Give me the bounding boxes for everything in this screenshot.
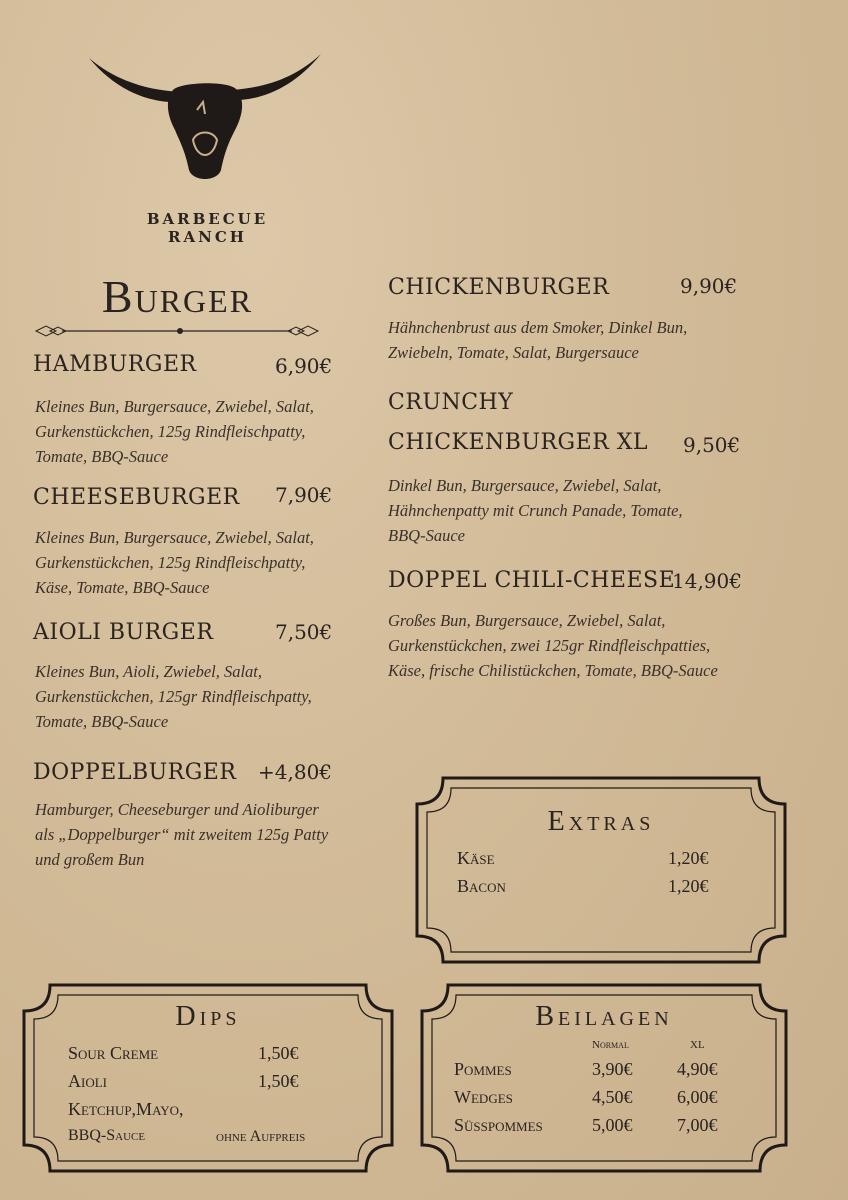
- chickenburger-desc: [388, 315, 828, 365]
- desc-line: Dinkel Bun, Burgersauce, Zwiebel, Salat,: [388, 476, 662, 495]
- doppelburger-price: +4,80€: [258, 760, 333, 784]
- desc-line: Kleines Bun, Aioli, Zwiebel, Salat,: [35, 662, 263, 681]
- desc-line: Kleines Bun, Burgersauce, Zwiebel, Salat,: [35, 397, 314, 416]
- aioli-burger-name: AIOLI BURGER: [33, 620, 214, 645]
- beilagen-title: Beilagen: [535, 1001, 673, 1032]
- chickenburger-price: 9,90€: [680, 274, 738, 298]
- aioli-burger-desc: [35, 659, 355, 734]
- desc-line: Hamburger, Cheeseburger und Aioliburger: [35, 800, 319, 819]
- beilagen-row-label: Wedges: [454, 1087, 513, 1107]
- cheeseburger-desc: [35, 525, 355, 600]
- extras-title: Extras: [547, 806, 655, 837]
- cheeseburger-name: CHEESEBURGER: [33, 485, 240, 510]
- desc-line: Hähnchenbrust aus dem Smoker, Dinkel Bun,: [388, 318, 688, 337]
- crunchy-price: 9,50€: [683, 433, 741, 457]
- beilagen-row-xl: 7,00€: [677, 1115, 718, 1135]
- beilagen-row-label: Pommes: [454, 1059, 512, 1079]
- beilagen-row-normal: 4,50€: [592, 1087, 633, 1107]
- dips-row-label: Ketchup,Mayo,: [68, 1099, 184, 1119]
- desc-line: Gurkenstückchen, 125g Rindfleischpatty,: [35, 553, 306, 572]
- beilagen-box: [420, 983, 788, 1173]
- doppelburger-desc: [35, 797, 375, 872]
- hamburger-desc: [35, 394, 355, 469]
- doppel-chili-price: 14,90€: [672, 569, 742, 593]
- desc-line: Kleines Bun, Burgersauce, Zwiebel, Salat,: [35, 528, 314, 547]
- desc-line: als „Doppelburger“ mit zweitem 125g Patty: [35, 825, 329, 844]
- beilagen-row-normal: 3,90€: [592, 1059, 633, 1079]
- desc-line: Gurkenstückchen, 125gr Rindfleischpatty,: [35, 687, 312, 706]
- aioli-burger-price: 7,50€: [275, 620, 333, 644]
- doppel-chili-desc: [388, 608, 838, 683]
- brand-line2: RANCH: [168, 228, 247, 246]
- cheeseburger-price: 7,90€: [275, 483, 333, 507]
- dips-row-price: 1,50€: [258, 1071, 299, 1091]
- desc-line: Gurkenstückchen, zwei 125gr Rindfleischpatties,: [388, 636, 711, 655]
- extras-box: [415, 776, 787, 964]
- hamburger-name: HAMBURGER: [33, 352, 197, 377]
- beilagen-row-xl: 4,90€: [677, 1059, 718, 1079]
- hamburger-price: 6,90€: [275, 354, 333, 378]
- chickenburger-name: CHICKENBURGER: [388, 275, 610, 300]
- extras-row-label: Käse: [457, 848, 495, 868]
- dips-row-label: Aioli: [68, 1071, 107, 1091]
- dips-box: [22, 983, 394, 1173]
- dips-row-label: BBQ-Sauce: [68, 1127, 146, 1144]
- dips-title: Dips: [175, 1001, 241, 1032]
- beilagen-row-normal: 5,00€: [592, 1115, 633, 1135]
- desc-line: Tomate, BBQ-Sauce: [35, 447, 169, 466]
- desc-line: BBQ-Sauce: [388, 526, 465, 545]
- bull-skull-icon: [85, 50, 325, 195]
- dips-row-label: Sour Creme: [68, 1043, 159, 1063]
- beilagen-row-xl: 6,00€: [677, 1087, 718, 1107]
- desc-line: Gurkenstückchen, 125g Rindfleischpatty,: [35, 422, 306, 441]
- desc-line: Käse, Tomate, BBQ-Sauce: [35, 578, 210, 597]
- extras-row-price: 1,20€: [668, 848, 709, 868]
- desc-line: Käse, frische Chilistückchen, Tomate, BBQ-Sauce: [388, 661, 718, 680]
- desc-line: und großem Bun: [35, 850, 145, 869]
- desc-line: Großes Bun, Burgersauce, Zwiebel, Salat,: [388, 611, 666, 630]
- extras-row-label: Bacon: [457, 876, 506, 896]
- beilagen-col-normal: Normal: [592, 1039, 629, 1051]
- beilagen-row-label: Süßpommes: [454, 1115, 543, 1135]
- dips-row-price: 1,50€: [258, 1043, 299, 1063]
- doppelburger-name: DOPPELBURGER: [33, 760, 237, 785]
- brand-line1: BARBECUE: [146, 210, 269, 228]
- section-title: Burger: [101, 271, 254, 322]
- dips-row-price: ohne Aufpreis: [216, 1128, 306, 1145]
- crunchy-desc: [388, 473, 828, 548]
- desc-line: Hähnchenpatty mit Crunch Panade, Tomate,: [388, 501, 683, 520]
- ornament-divider-icon: [32, 320, 322, 342]
- desc-line: Tomate, BBQ-Sauce: [35, 712, 169, 731]
- extras-row-price: 1,20€: [668, 876, 709, 896]
- beilagen-col-xl: XL: [690, 1039, 705, 1051]
- crunchy-name-line1: CRUNCHY: [388, 390, 514, 415]
- doppel-chili-name: DOPPEL CHILI-CHEESE: [388, 568, 676, 593]
- crunchy-name-line2: CHICKENBURGER XL: [388, 430, 649, 455]
- desc-line: Zwiebeln, Tomate, Salat, Burgersauce: [388, 343, 639, 362]
- ornate-frame-icon: [415, 776, 787, 964]
